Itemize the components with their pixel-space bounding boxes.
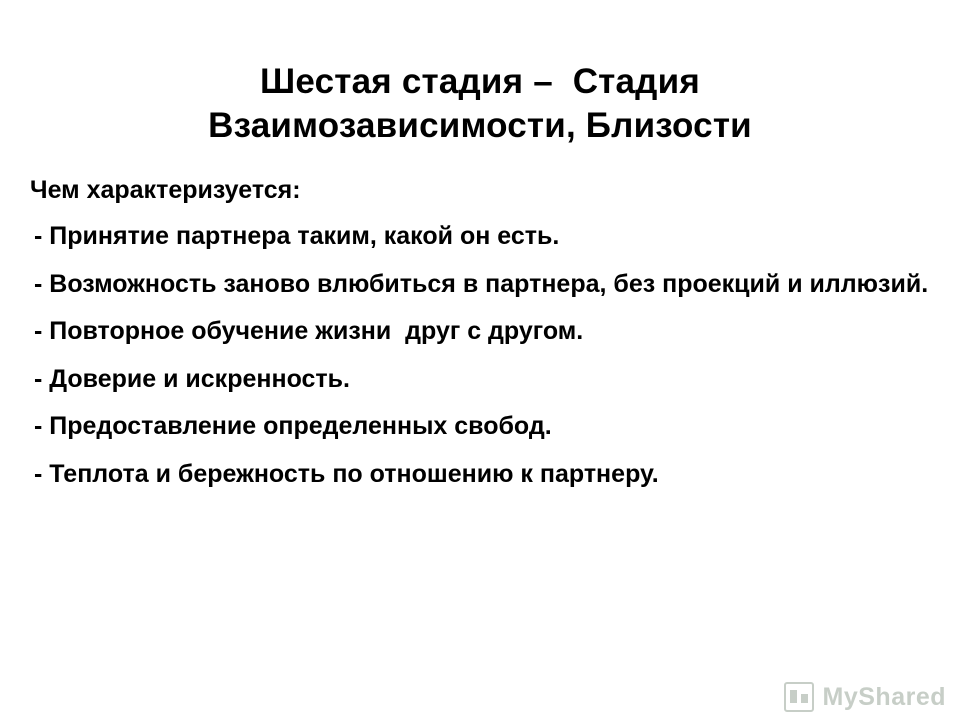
list-item: - Возможность заново влюбиться в партнера, без проекций и иллюзий.: [34, 269, 929, 298]
page-title-line-1: Шестая стадия – Стадия: [260, 62, 700, 101]
list-item: - Предоставление определенных свобод.: [34, 412, 552, 440]
page-title: [40, 60, 920, 148]
list-item: - Теплота и бережность по отношению к партнеру.: [34, 459, 659, 488]
presentation-logo-icon: [784, 682, 814, 712]
slide-body: [30, 174, 930, 492]
page-title-line-2: Взаимозависимости, Близости: [208, 105, 752, 145]
watermark: [784, 682, 946, 712]
lead-text: Чем характеризуется:: [30, 175, 301, 204]
watermark-label: MyShared: [822, 682, 946, 711]
bullet-list: [30, 220, 930, 491]
list-item: - Доверие и искренность.: [34, 364, 350, 393]
list-item: - Принятие партнера таким, какой он есть.: [34, 222, 560, 250]
list-item: - Повторное обучение жизни друг с другом.: [34, 317, 584, 345]
